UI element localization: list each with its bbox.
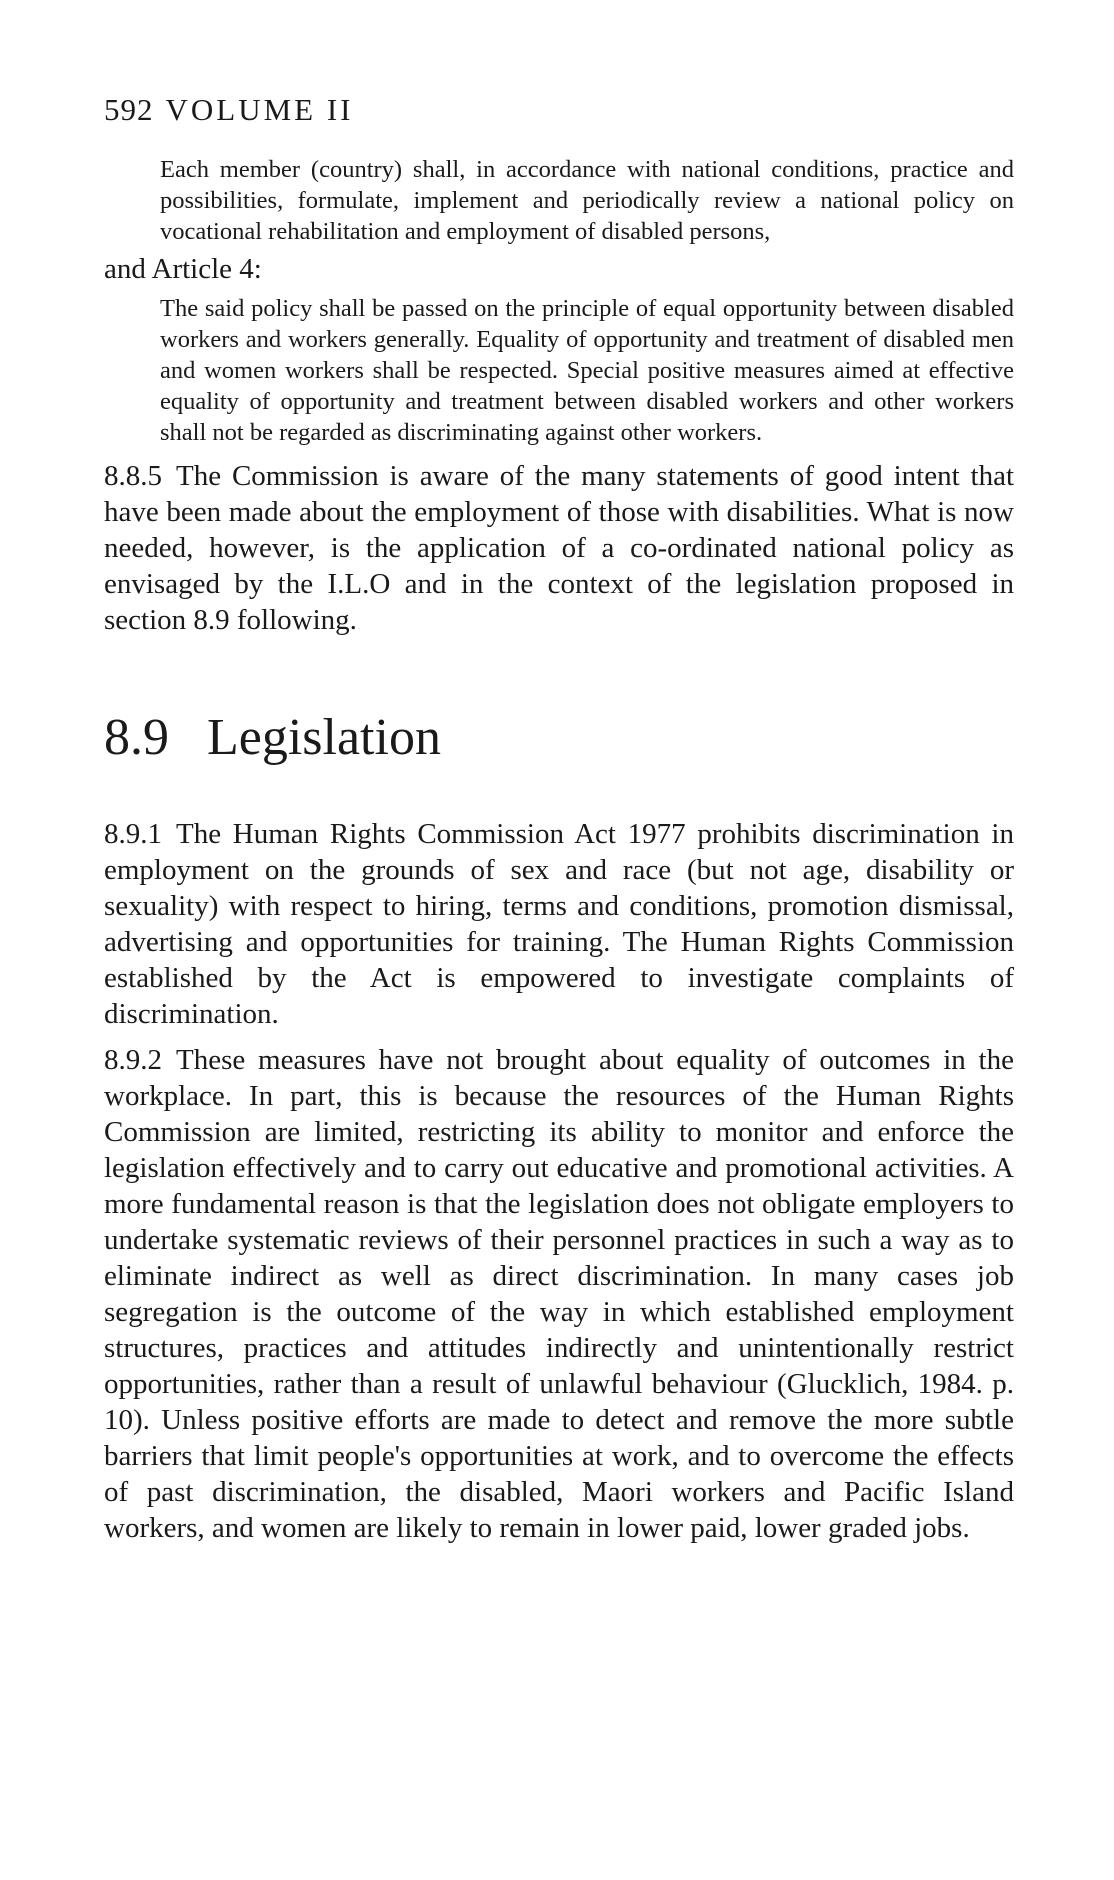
paragraph-8-8-5 bbox=[104, 458, 1014, 638]
paragraph-8-9-1 bbox=[104, 816, 1014, 1032]
document-page bbox=[104, 92, 1014, 1546]
lead-in-text: and Article 4: bbox=[104, 253, 262, 285]
section-title: Legislation bbox=[207, 709, 441, 766]
paragraph-number: 8.9.2 bbox=[104, 1044, 162, 1076]
paragraph-text: The Commission is aware of the many statements of good intent that have been made about the employment of those with disabilities. What is now needed, however, is the application of a co-ordinated national policy as envisaged by the I.L.O and in the context of the legislation proposed in section 8.9 following. bbox=[104, 460, 1014, 636]
paragraph-number: 8.8.5 bbox=[104, 460, 162, 492]
spacer bbox=[104, 1032, 1014, 1042]
volume-label: VOLUME II bbox=[165, 92, 354, 127]
section-number: 8.9 bbox=[104, 709, 169, 766]
spacer bbox=[104, 448, 1014, 458]
paragraph-text: These measures have not brought about equality of outcomes in the workplace. In part, this is because the resources of the Human Rights Commission are limited, restricting its ability to monitor and enforce the legislation effectively and to carry out educative and promotional activities. A more fundamental reason is that the legislation does not obligate employers to undertake systematic reviews of their personnel practices in such a way as to eliminate indirect as well as direct discrimination. In many cases job segregation is the outcome of the way in which established employment structures, practices and attitudes indirectly and unintentionally restrict opportunities, rather than a result of unlawful behaviour (Glucklich, 1984. p. 10). Unless positive efforts are made to detect and remove the more subtle barriers that limit people's opportunities at work, and to overcome the effects of past discrimination, the disabled, Maori workers and Pacific Island workers, and women are likely to remain in lower paid, lower graded jobs. bbox=[104, 1044, 1014, 1544]
paragraph-8-9-2 bbox=[104, 1042, 1014, 1546]
paragraph-text: The Human Rights Commission Act 1977 prohibits discrimination in employment on the grounds of sex and race (but not age, disability or sexuality) with respect to hiring, terms and conditions, promotion dismissal, advertising and opportunities for training. The Human Rights Commission established by the Act is empowered to investigate complaints of discrimination. bbox=[104, 818, 1014, 1030]
section-heading bbox=[104, 708, 1014, 768]
block-quote-article-4: The said policy shall be passed on the principle of equal opportunity between disabled workers and workers generally. Equality of opportunity and treatment of disabled men and women workers shall be respected. Special positive measures aimed at effective equality of opportunity and treatment between disabled workers and other workers shall not be regarded as discriminating against other workers. bbox=[160, 295, 1014, 446]
paragraph-number: 8.9.1 bbox=[104, 818, 162, 850]
page-number: 592 bbox=[104, 92, 154, 127]
block-quote-article: Each member (country) shall, in accordance with national conditions, practice and possibilities, formulate, implement and periodically review a national policy on vocational rehabilitation and employment of disabled persons, bbox=[160, 156, 1014, 245]
running-head bbox=[104, 92, 1014, 128]
